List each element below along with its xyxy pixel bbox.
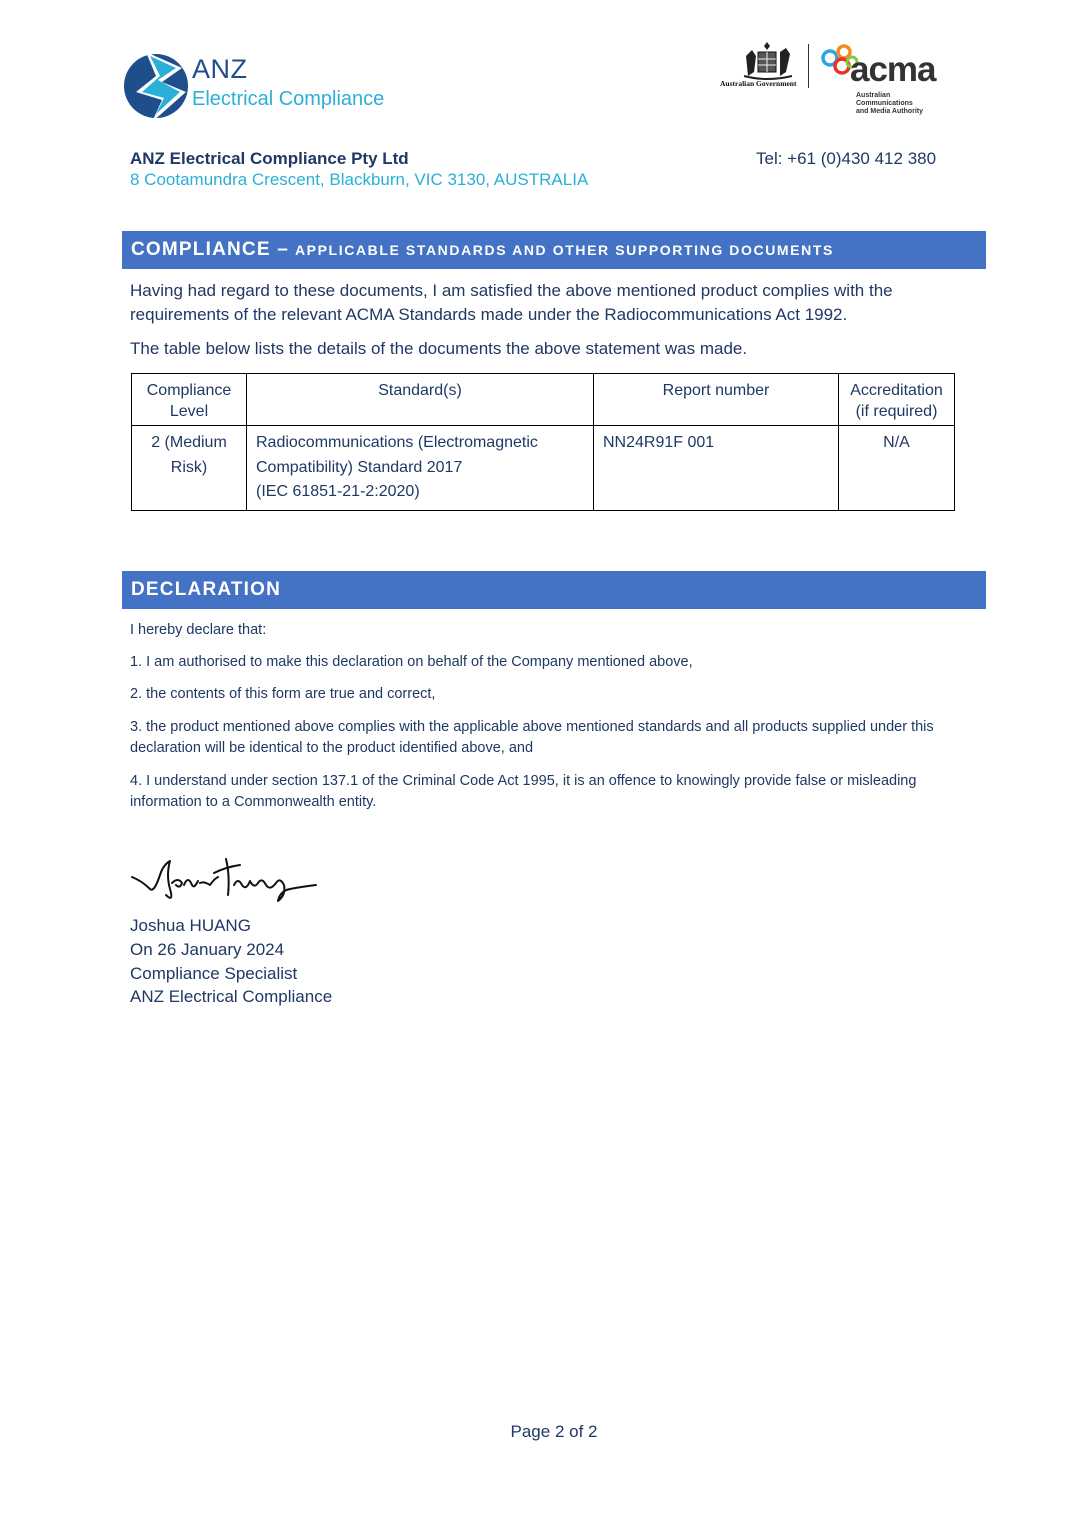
declaration-item: 3. the product mentioned above complies with the applicable above mentioned standards and all products supplied under this declaration will be identical to the product identified above, and: [130, 719, 934, 756]
handwritten-signature: [130, 855, 320, 915]
declaration-intro: I hereby declare that:: [130, 622, 267, 638]
declaration-section-heading: [122, 571, 986, 609]
standards-table: [131, 373, 955, 511]
standard-iec-reference: (IEC 61851-21-2:2020): [256, 483, 420, 500]
company-name: ANZ Electrical Compliance Pty Ltd: [130, 149, 409, 168]
page-number-text: Page 2 of 2: [510, 1422, 598, 1441]
logo-divider: [808, 44, 809, 88]
table-row: [132, 426, 955, 511]
table-header-row: [132, 374, 955, 426]
declaration-item: 1. I am authorised to make this declaration on behalf of the Company mentioned above,: [130, 654, 693, 670]
acma-subtitle: Australian Communications and Media Authority: [856, 92, 924, 115]
anz-logo-subtitle: Electrical Compliance: [192, 88, 385, 110]
compliance-section-heading: [122, 231, 986, 269]
signature-date: On 26 January 2024: [130, 940, 285, 959]
cell-standards: [247, 426, 594, 511]
cell-accreditation: N/A: [839, 426, 955, 511]
standard-name: Radiocommunications (Electromagnetic Compatibility) Standard 2017: [256, 434, 538, 476]
declaration-item: 2. the contents of this form are true and correct,: [130, 686, 436, 702]
signatory-name: Joshua HUANG: [130, 916, 251, 935]
company-telephone: Tel: +61 (0)430 412 380: [756, 149, 937, 168]
declaration-item: 4. I understand under section 137.1 of the Criminal Code Act 1995, it is an offence to knowingly provide false or misleading information to a Commonwealth entity.: [130, 773, 917, 810]
anz-logo: [122, 48, 392, 126]
australian-government-text: Australian Government: [720, 79, 797, 88]
anz-logo-name: ANZ: [192, 54, 248, 84]
header-standards: Standard(s): [247, 374, 594, 426]
table-intro-text: The table below lists the details of the documents the above statement was made.: [130, 339, 748, 358]
anz-lightning-logo-icon: [122, 48, 194, 124]
cell-compliance-level: 2 (Medium Risk): [132, 426, 247, 511]
page-number: [0, 1422, 1080, 1442]
australian-government-acma-logo: [718, 42, 948, 122]
signatory-company: ANZ Electrical Compliance: [130, 987, 333, 1006]
header-report-number: Report number: [594, 374, 839, 426]
declaration-heading: DECLARATION: [131, 579, 282, 600]
header-accreditation: Accreditation (if required): [839, 374, 955, 426]
coat-of-arms-icon: [736, 42, 798, 82]
company-address: 8 Cootamundra Crescent, Blackburn, VIC 3130, AUSTRALIA: [130, 170, 589, 189]
compliance-statement: Having had regard to these documents, I am satisfied the above mentioned product complies with the requirements of the relevant ACMA Standards made under the Radiocommunications Act 1992.: [130, 281, 893, 324]
compliance-heading-main: COMPLIANCE –: [131, 239, 289, 260]
compliance-heading-sub: APPLICABLE STANDARDS AND OTHER SUPPORTING DOCUMENTS: [294, 242, 834, 258]
header-compliance-level: Compliance Level: [132, 374, 247, 426]
signatory-title: Compliance Specialist: [130, 964, 298, 983]
cell-report-number: NN24R91F 001: [594, 426, 839, 511]
acma-wordmark: acma: [850, 50, 936, 89]
